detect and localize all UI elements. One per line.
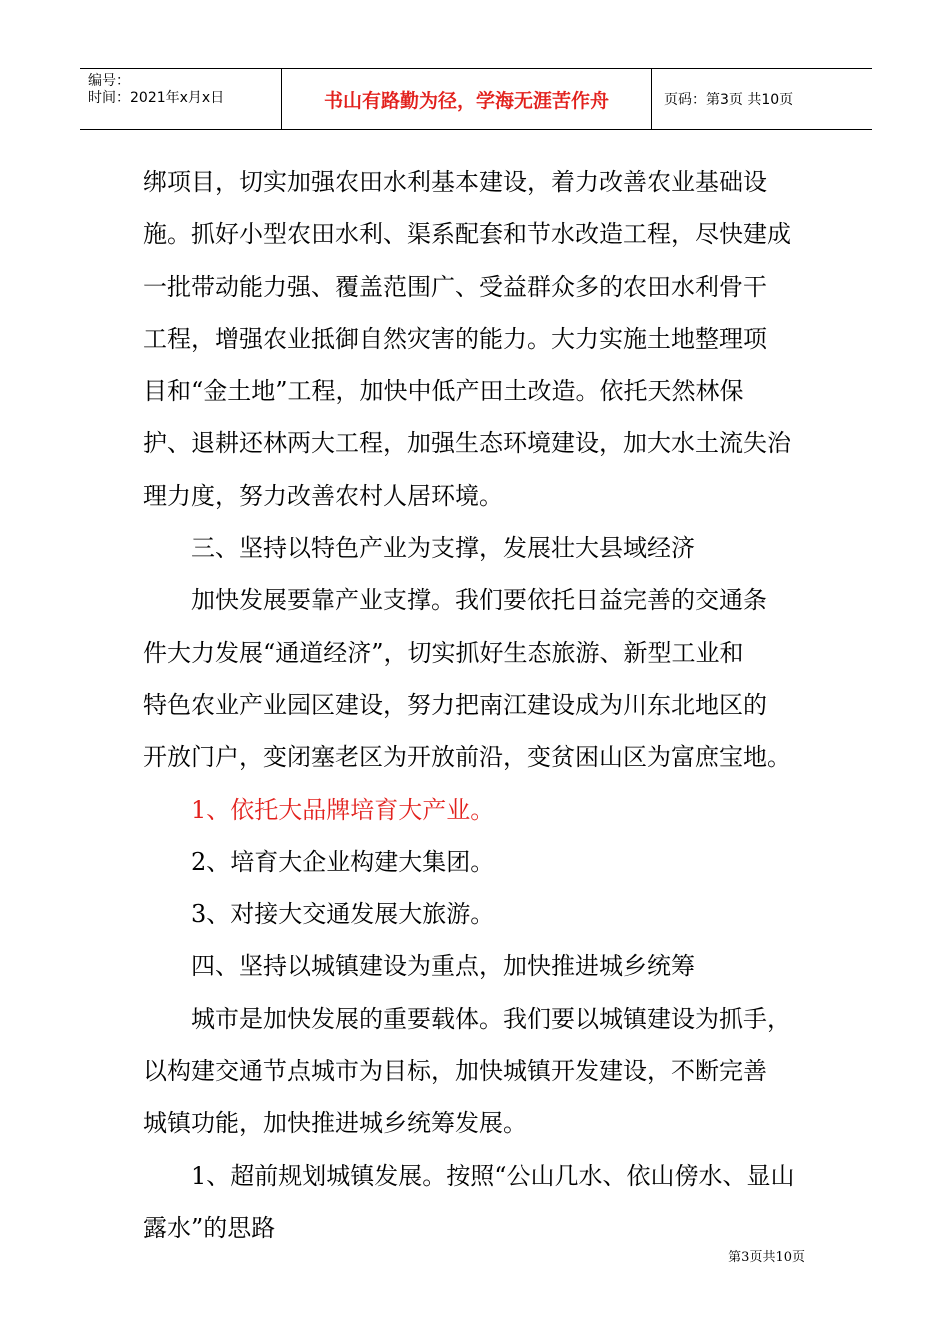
section-heading-3: 三、坚持以特色产业为支撑，发展壮大县域经济 (191, 534, 695, 563)
body-line: 施。抓好小型农田水利、渠系配套和节水改造工程，尽快建成 (143, 220, 791, 249)
body-line: 露水”的思路 (143, 1213, 276, 1242)
header-page-info: 页码：第3页 共10页 (664, 92, 794, 108)
list-item-highlighted: 1、依托大品牌培育大产业。 (191, 795, 495, 824)
body-line: 城镇功能，加快推进城乡统筹发展。 (143, 1109, 527, 1138)
body-line: 绑项目，切实加强农田水利基本建设，着力改善农业基础设 (143, 168, 767, 196)
body-line: 件大力发展“通道经济”，切实抓好生态旅游、新型工业和 (143, 638, 744, 667)
body-line: 护、退耕还林两大工程，加强生态环境建设，加大水土流失治 (143, 429, 791, 458)
list-item: 1、超前规划城镇发展。按照“公山几水、依山傍水、显山 (191, 1161, 795, 1190)
document-date-label: 时间：2021年x月x日 (88, 90, 225, 106)
body-line: 加快发展要靠产业支撑。我们要依托日益完善的交通条 (191, 586, 767, 615)
body-line: 工程，增强农业抵御自然灾害的能力。大力实施土地整理项 (143, 324, 767, 353)
header-meta-cell (80, 69, 282, 129)
header-table (80, 68, 872, 130)
footer-page-number: 第3页共10页 (728, 1250, 805, 1265)
body-line: 理力度，努力改善农村人居环境。 (143, 481, 503, 510)
body-line: 一批带动能力强、覆盖范围广、受益群众多的农田水利骨干 (143, 272, 767, 301)
list-item: 2、培育大企业构建大集团。 (191, 847, 495, 876)
header-motto: 书山有路勤为径，学海无涯苦作舟 (282, 69, 652, 129)
document-body (143, 156, 815, 1254)
body-line: 以构建交通节点城市为目标，加快城镇开发建设，不断完善 (143, 1057, 767, 1086)
body-line: 特色农业产业园区建设，努力把南江建设成为川东北地区的 (143, 690, 767, 719)
list-item: 3、对接大交通发展大旅游。 (191, 900, 495, 929)
section-heading-4: 四、坚持以城镇建设为重点，加快推进城乡统筹 (191, 952, 695, 981)
body-line: 开放门户，变闭塞老区为开放前沿，变贫困山区为富庶宝地。 (143, 743, 791, 772)
body-line: 目和“金土地”工程，加快中低产田土改造。依托天然林保 (143, 377, 744, 406)
document-number-label: 编号： (88, 73, 130, 89)
body-line: 城市是加快发展的重要载体。我们要以城镇建设为抓手， (191, 1004, 791, 1033)
